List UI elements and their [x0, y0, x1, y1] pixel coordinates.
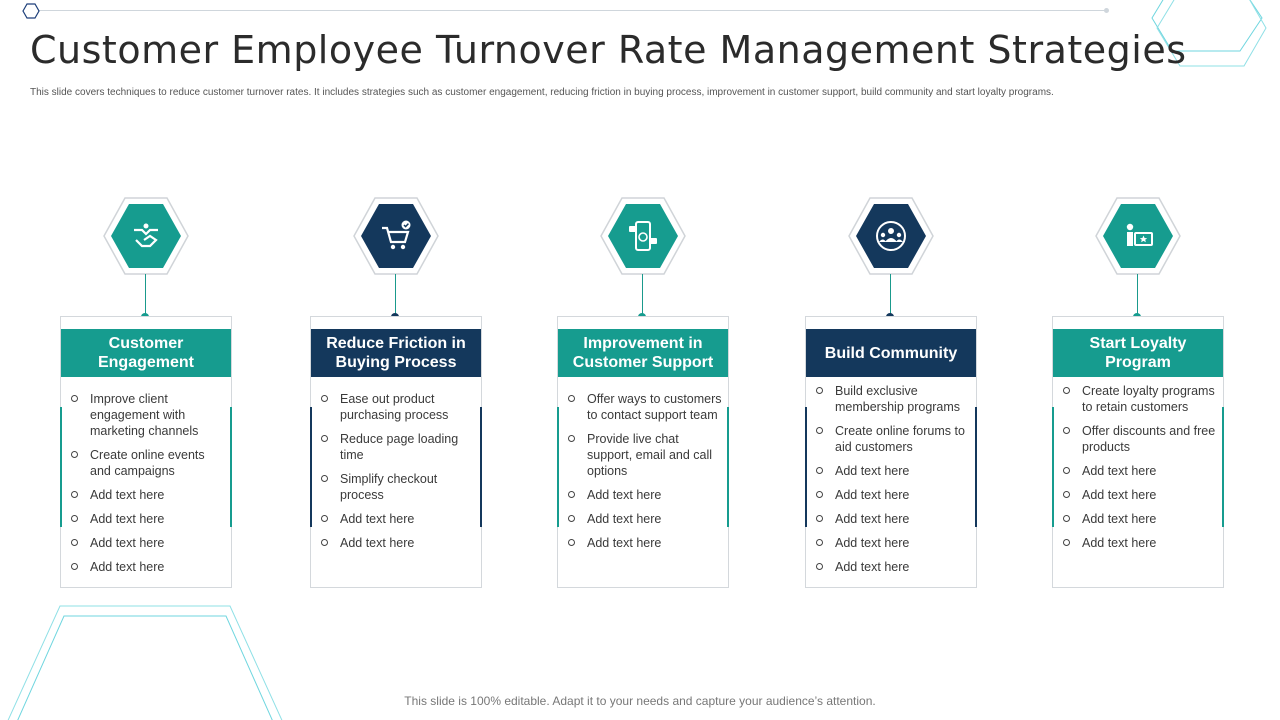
list-item — [1063, 535, 1219, 551]
strategy-column-build-community — [805, 196, 977, 588]
hexagon-badge — [102, 196, 190, 276]
strategy-list — [71, 391, 227, 583]
card-heading-text: Start Loyalty Program — [1089, 335, 1187, 371]
bullet-icon — [1063, 427, 1070, 434]
bullet-icon — [1063, 491, 1070, 498]
list-item-text: Add text here — [587, 488, 662, 502]
bullet-icon — [816, 427, 823, 434]
bullet-icon — [71, 451, 78, 458]
list-item-text: Offer ways to customers to contact support team — [587, 392, 722, 422]
list-item — [816, 511, 972, 527]
strategy-column-customer-engagement — [60, 196, 232, 588]
bullet-icon — [71, 395, 78, 402]
list-item — [321, 391, 477, 423]
strategy-card — [805, 316, 977, 588]
list-item-text: Add text here — [340, 536, 415, 550]
bullet-icon — [816, 515, 823, 522]
list-item-text: Simplify checkout process — [340, 472, 438, 502]
bullet-icon — [816, 563, 823, 570]
list-item — [71, 447, 227, 479]
card-heading — [311, 329, 481, 377]
list-item-text: Ease out product purchasing process — [340, 392, 449, 422]
list-item-text: Add text here — [90, 488, 165, 502]
bullet-icon — [71, 539, 78, 546]
list-item — [71, 535, 227, 551]
card-accent-right — [975, 407, 977, 527]
list-item-text: Reduce page loading time — [340, 432, 459, 462]
strategy-list — [816, 383, 972, 583]
card-heading — [61, 329, 231, 377]
list-item — [568, 487, 724, 503]
bullet-icon — [321, 435, 328, 442]
card-accent-right — [1222, 407, 1224, 527]
list-item — [1063, 487, 1219, 503]
list-item — [1063, 511, 1219, 527]
card-accent-left — [60, 407, 62, 527]
bullet-icon — [568, 539, 575, 546]
list-item — [816, 423, 972, 455]
bullet-icon — [568, 435, 575, 442]
list-item — [1063, 423, 1219, 455]
connector-line — [642, 274, 643, 314]
bullet-icon — [1063, 467, 1070, 474]
loyalty-card-icon — [1120, 218, 1156, 254]
list-item-text: Add text here — [90, 560, 165, 574]
list-item — [71, 391, 227, 439]
bullet-icon — [816, 539, 823, 546]
card-accent-left — [805, 407, 807, 527]
strategy-list — [1063, 383, 1219, 559]
list-item-text: Build exclusive membership programs — [835, 384, 961, 414]
strategy-card — [310, 316, 482, 588]
list-item — [816, 535, 972, 551]
list-item-text: Add text here — [587, 536, 662, 550]
list-item — [568, 535, 724, 551]
bullet-icon — [321, 475, 328, 482]
hexagon-badge — [599, 196, 687, 276]
card-heading-text: Reduce Friction in Buying Process — [326, 335, 466, 371]
card-accent-left — [310, 407, 312, 527]
list-item-text: Add text here — [340, 512, 415, 526]
community-icon — [873, 218, 909, 254]
bullet-icon — [321, 539, 328, 546]
hexagon-badge — [1094, 196, 1182, 276]
footer-note: This slide is 100% editable. Adapt it to your needs and capture your audience’s attention. — [404, 694, 876, 708]
list-item — [321, 511, 477, 527]
list-item-text: Add text here — [835, 464, 910, 478]
list-item-text: Add text here — [1082, 488, 1157, 502]
list-item — [816, 487, 972, 503]
shopping-cart-icon — [378, 218, 414, 254]
list-item — [1063, 383, 1219, 415]
list-item-text: Improve client engagement with marketing channels — [90, 392, 199, 438]
list-item — [816, 383, 972, 415]
bullet-icon — [816, 491, 823, 498]
phone-support-icon — [625, 218, 661, 254]
list-item-text: Create online events and campaigns — [90, 448, 205, 478]
handshake-icon — [128, 218, 164, 254]
card-heading-text: Improvement in Customer Support — [572, 335, 714, 371]
strategy-card — [60, 316, 232, 588]
strategy-list — [321, 391, 477, 559]
bullet-icon — [321, 395, 328, 402]
list-item — [816, 559, 972, 575]
bullet-icon — [71, 491, 78, 498]
bullet-icon — [1063, 515, 1070, 522]
card-heading-text: Customer Engagement — [97, 335, 194, 371]
list-item — [568, 391, 724, 423]
list-item — [321, 535, 477, 551]
connector-line — [395, 274, 396, 314]
list-item — [568, 511, 724, 527]
list-item-text: Create loyalty programs to retain customers — [1082, 384, 1215, 414]
bullet-icon — [71, 563, 78, 570]
list-item-text: Provide live chat support, email and call options — [587, 432, 713, 478]
card-accent-left — [1052, 407, 1054, 527]
strategy-card — [1052, 316, 1224, 588]
list-item-text: Add text here — [835, 536, 910, 550]
bullet-icon — [1063, 539, 1070, 546]
bullet-icon — [1063, 387, 1070, 394]
connector-line — [890, 274, 891, 314]
list-item — [1063, 463, 1219, 479]
list-item-text: Add text here — [835, 560, 910, 574]
card-accent-left — [557, 407, 559, 527]
bullet-icon — [568, 491, 575, 498]
bullet-icon — [568, 515, 575, 522]
list-item — [321, 431, 477, 463]
bullet-icon — [321, 515, 328, 522]
strategy-column-reduce-friction — [310, 196, 482, 588]
list-item — [71, 487, 227, 503]
list-item — [71, 559, 227, 575]
list-item-text: Add text here — [835, 512, 910, 526]
card-accent-right — [727, 407, 729, 527]
bullet-icon — [816, 467, 823, 474]
list-item — [568, 431, 724, 479]
list-item-text: Add text here — [1082, 536, 1157, 550]
top-rule — [38, 10, 1108, 11]
page-title: Customer Employee Turnover Rate Management Strategies — [30, 28, 1187, 72]
connector-line — [1137, 274, 1138, 314]
small-hexagon-outline — [23, 4, 39, 18]
top-rule-dot — [1104, 8, 1109, 13]
card-accent-right — [230, 407, 232, 527]
page-subtitle: This slide covers techniques to reduce customer turnover rates. It includes strategies such as customer engagement, reducing friction in buying process, improvement in customer support, build community and start loyalty programs. — [30, 87, 1054, 98]
list-item-text: Add text here — [90, 512, 165, 526]
card-heading — [558, 329, 728, 377]
list-item-text: Add text here — [587, 512, 662, 526]
list-item — [816, 463, 972, 479]
bullet-icon — [568, 395, 575, 402]
list-item-text: Add text here — [835, 488, 910, 502]
card-heading — [1053, 329, 1223, 377]
list-item-text: Add text here — [90, 536, 165, 550]
strategy-card — [557, 316, 729, 588]
connector-line — [145, 274, 146, 314]
bullet-icon — [71, 515, 78, 522]
card-heading-text: Build Community — [824, 344, 958, 362]
strategy-column-customer-support — [557, 196, 729, 588]
list-item-text: Create online forums to aid customers — [835, 424, 965, 454]
list-item — [321, 471, 477, 503]
strategy-column-loyalty-program — [1052, 196, 1224, 588]
hexagon-badge — [352, 196, 440, 276]
card-accent-right — [480, 407, 482, 527]
strategy-list — [568, 391, 724, 559]
list-item — [71, 511, 227, 527]
list-item-text: Offer discounts and free products — [1082, 424, 1216, 454]
list-item-text: Add text here — [1082, 512, 1157, 526]
hexagon-badge — [847, 196, 935, 276]
bullet-icon — [816, 387, 823, 394]
list-item-text: Add text here — [1082, 464, 1157, 478]
card-heading — [806, 329, 976, 377]
